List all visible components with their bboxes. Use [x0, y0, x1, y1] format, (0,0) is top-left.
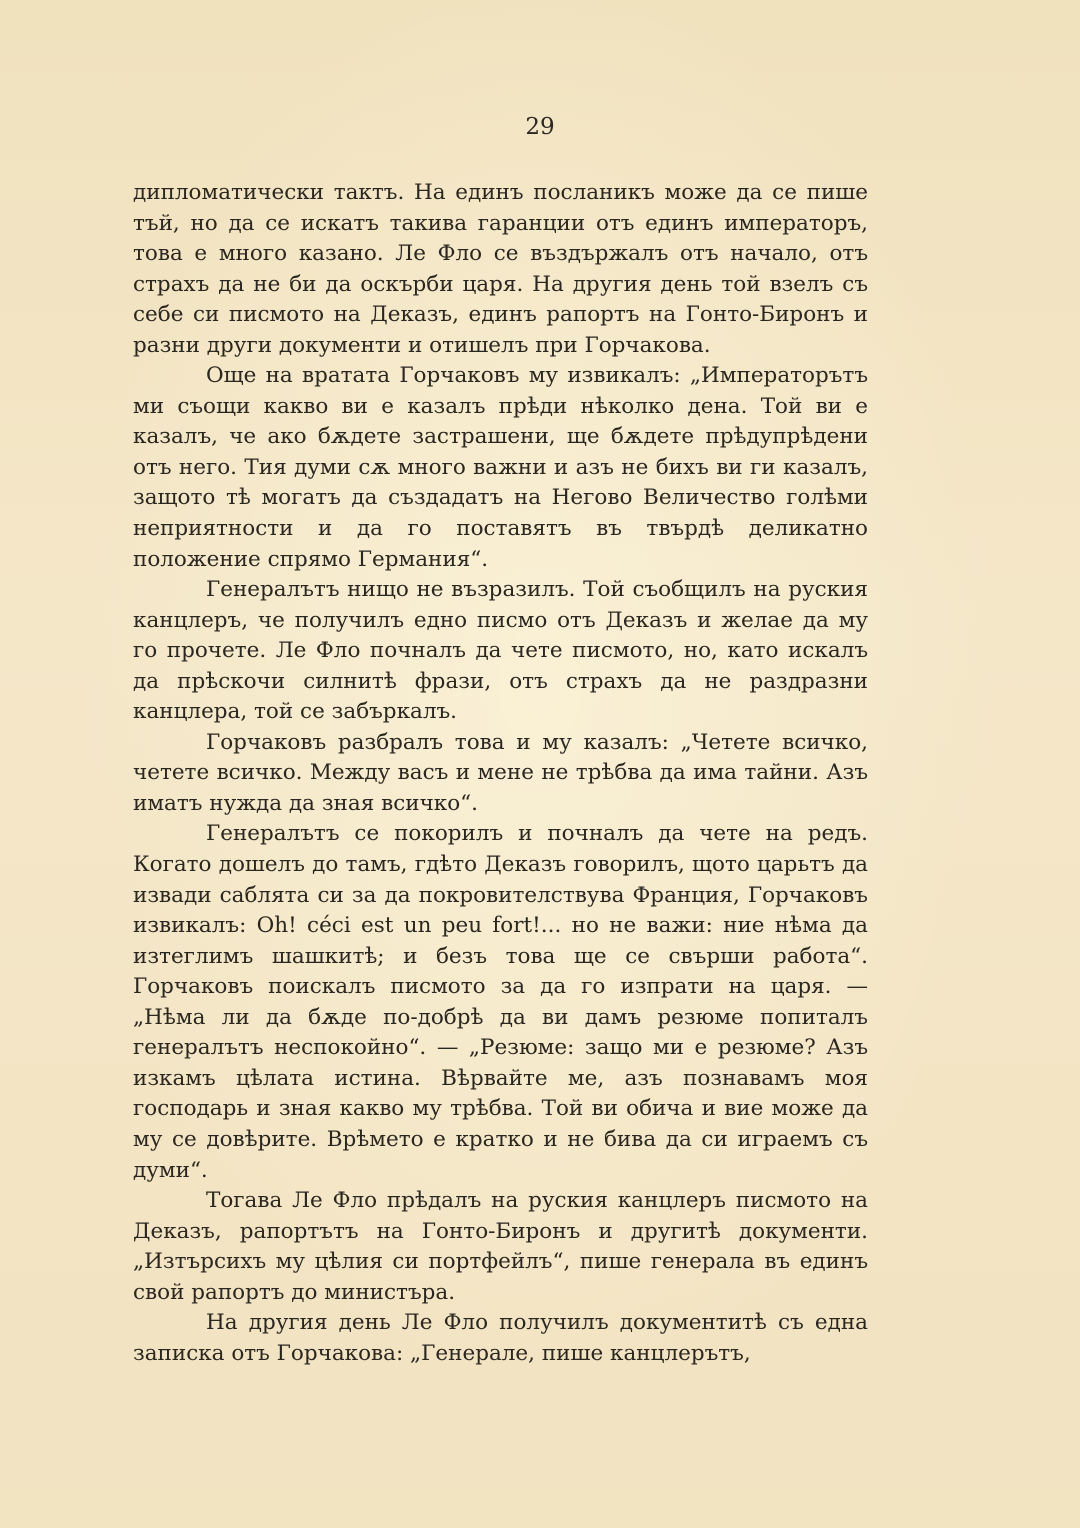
paragraph: Горчаковъ разбралъ това и му казалъ: „Четете всичко, четете всичко. Между васъ и мене не трѣбва да има тайни. Азъ иматъ нужда да зная всичко“. — [133, 729, 868, 816]
paragraph: Генералътъ се покорилъ и почналъ да чете на редъ. Когато дошелъ до тамъ, гдѣто Деказъ говорилъ, щото царьтъ да извади саблята си за да покровителствува Франция, Горчаковъ извикалъ: Oh! céci est un peu fort!... но не важи: ние нѣма да изтеглимъ шашкитѣ; и безъ това ще се свърши работа“. Горчаковъ поискалъ писмото за да го изпрати на царя. — „Нѣма ли да бѫде по-добрѣ да ви дамъ резюме попиталъ генералътъ неспокойно“. — „Резюме: защо ми е резюме? Азъ изкамъ цѣлата истина. Вѣрвайте ме, азъ познавамъ моя господарь и зная какво му трѣбва. Той ви обича и вие може да му се довѣрите. Врѣмето е кратко и не бива да си играемъ съ думи“. — [133, 821, 868, 1183]
body-text — [133, 178, 868, 1369]
paragraph: Генералътъ нищо не възразилъ. Той съобщилъ на руския канцлеръ, че получилъ едно писмо отъ Деказъ и желае да му го прочете. Ле Фло почналъ да чете писмото, но, като искалъ да прѣскочи силнитѣ фрази, отъ страхъ да не раздразни канцлера, той се забъркалъ. — [133, 577, 868, 725]
paragraph: Още на вратата Горчаковъ му извикалъ: „Императорътъ ми съощи какво ви е казалъ прѣди нѣколко дена. Той ви е казалъ, че ако бѫдете застрашени, ще бѫдете прѣдупрѣдени отъ него. Тия думи сѫ много важни и азъ не бихъ ви ги казалъ, защото тѣ могатъ да създадатъ на Негово Величество голѣми неприятности и да го поставятъ въ твърдѣ деликатно положение спрямо Германия“. — [133, 363, 868, 572]
paragraph: дипломатически тактъ. На единъ посланикъ може да се пише тъй, но да се искатъ такива гаранции отъ единъ императоръ, това е много казано. Ле Фло се въздържалъ отъ начало, отъ страхъ да не би да оскърби царя. На другия день той взелъ съ себе си писмото на Деказъ, единъ рапортъ на Гонто-Биронъ и разни други документи и отишелъ при Горчакова. — [133, 180, 868, 358]
paragraph: Тогава Ле Фло прѣдалъ на руския канцлеръ писмото на Деказъ, рапортътъ на Гонто-Биронъ и другитѣ документи. „Изтърсихъ му цѣлия си портфейлъ“, пише генерала въ единъ свой рапортъ до министъра. — [133, 1188, 868, 1305]
page-number: 29 — [525, 114, 555, 140]
paragraph: На другия день Ле Фло получилъ документитѣ съ една записка отъ Горчакова: „Генерале, пише канцлерътъ, — [133, 1310, 868, 1366]
